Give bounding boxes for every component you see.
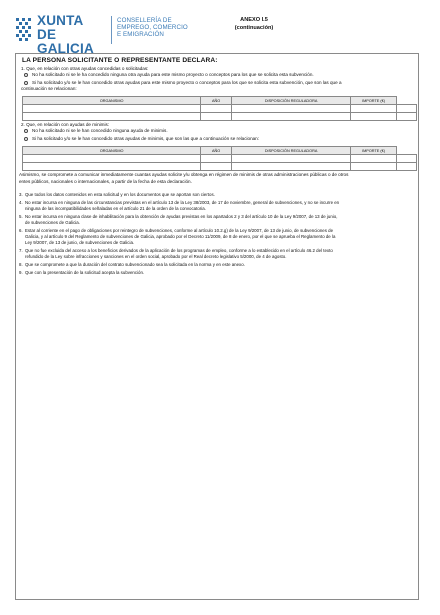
ano-cell[interactable] <box>201 113 232 121</box>
annex-label <box>214 16 294 32</box>
declaration-text <box>25 200 415 212</box>
spacer-cell <box>396 113 416 121</box>
declaration-line: Estar al corriente en el pago de obligaciones por reintegro de subvenciones, conforme al artículo 10.2.g) de la Ley 9/2007, de 13 de junio, de subvenciones de <box>25 228 334 233</box>
brand-line-1: XUNTA <box>37 13 84 28</box>
section-title: LA PERSONA SOLICITANTE O REPRESENTANTE DECLARA: <box>22 57 218 64</box>
block1-heading: 1. Que, en relación con otras ayudas concedidas o solicitadas: <box>21 66 149 71</box>
disposicion-cell[interactable] <box>231 105 350 113</box>
annex-subtitle: (continuación) <box>234 25 274 31</box>
organismo-cell[interactable] <box>23 113 201 121</box>
disposicion-cell[interactable] <box>231 155 350 163</box>
table-header-spacer <box>396 97 416 105</box>
importe-cell[interactable] <box>351 105 397 113</box>
declaration-line: No estar incursa en ninguna de las circunstancias previstas en el artículo 13 de la Ley 38/2003, de 17 de noviembre, general de subvenciones, y no se incurre en <box>25 200 340 205</box>
spacer-cell <box>396 155 416 163</box>
table-row[interactable] <box>23 155 417 163</box>
block1-option2-radio[interactable] <box>24 81 28 85</box>
declaration-line: refundido de la Ley sobre infracciones y sanciones en el orden social, aprobado por el Real decreto legislativo 5/2000, de 4 de agosto. <box>25 253 287 259</box>
declaration-text <box>25 214 415 226</box>
block1-option2-continuation: continuación se relacionan: <box>21 86 77 91</box>
declaration-text <box>25 192 415 198</box>
declaration-number: 8. <box>19 262 23 267</box>
declaration-number: 3. <box>19 192 23 197</box>
declaration-text <box>25 270 415 276</box>
block1-aid-table <box>22 96 417 121</box>
header-divider <box>111 16 112 44</box>
block2-minimis-table <box>22 146 417 171</box>
page-header <box>14 13 426 56</box>
spacer-cell <box>396 163 416 171</box>
declaration-line: No estar incursa en ninguna clase de inhabilitación para la obtención de ayudas previstas en los apartados 2 y 3 del artículo 10 de la Ley 9/2007, de 13 de junio, <box>25 214 338 219</box>
organismo-cell[interactable] <box>23 155 201 163</box>
organismo-cell[interactable] <box>23 163 201 171</box>
disposicion-cell[interactable] <box>231 113 350 121</box>
declaration-line: Que con la presentación de la solicitud acepta la subvención. <box>25 270 145 275</box>
column-header-ano: AÑO <box>201 97 232 105</box>
table-header-row <box>23 97 417 105</box>
declaration-number: 9. <box>19 270 23 275</box>
department-name: CONSELLERÍA DE EMPREGO, COMERCIO E EMIGRACIÓN <box>117 17 188 39</box>
column-header-importe: IMPORTE (€) <box>351 97 397 105</box>
brand-line-2: DE GALICIA <box>37 27 94 56</box>
column-header-organismo: ORGANISMO <box>23 147 201 155</box>
declaration-line: Galicia, y al artículo 9 del Reglamento de subvenciones de Galicia, aprobado por el Decreto 11/2009, de 8 de enero, por el que se aprueba el Reglamento de la <box>25 233 336 239</box>
block2-option2-radio[interactable] <box>24 137 28 141</box>
commitment-line-2: entes públicos, nacionales o internacionales, a partir de la fecha de esta declaración. <box>19 179 192 184</box>
disposicion-cell[interactable] <box>231 163 350 171</box>
table-row[interactable] <box>23 163 417 171</box>
declaration-line: ninguna de las incompatibilidades señaladas en el artículo 21 de la orden de la convocatoria. <box>25 205 206 211</box>
table-header-row <box>23 147 417 155</box>
table-row[interactable] <box>23 105 417 113</box>
importe-cell[interactable] <box>351 163 397 171</box>
importe-cell[interactable] <box>351 155 397 163</box>
block1-option1-radio[interactable] <box>24 73 28 77</box>
block2-heading: 2. Que, en relación con ayudas de minimis: <box>21 122 110 127</box>
annex-title: ANEXO I.5 <box>240 17 268 23</box>
declaration-line: de subvenciones de Galicia. <box>25 219 80 225</box>
declaration-number: 7. <box>19 248 23 253</box>
table-row[interactable] <box>23 113 417 121</box>
declaration-line: Que todos los datos contenidos en esta solicitud y en los documentos que se aportan son ciertos. <box>25 192 215 197</box>
column-header-importe: IMPORTE (€) <box>351 147 397 155</box>
table-header-spacer <box>396 147 416 155</box>
xunta-logo <box>14 13 109 56</box>
spacer-cell <box>396 105 416 113</box>
block2-option1-radio[interactable] <box>24 129 28 133</box>
organismo-cell[interactable] <box>23 105 201 113</box>
block1-option1-label: No ha solicitado ni se le ha concedido ninguna otra ayuda para este mismo proyecto o conceptos para los que se solicita esta subvención. <box>32 72 314 77</box>
declaration-line: Que se compromete a que la duración del contrato subvencionado sea la solicitada en la norma y en este anexo. <box>25 262 245 267</box>
declaration-number: 6. <box>19 228 23 233</box>
declaration-line: Ley 9/2007, de 13 de junio, de subvenciones de Galicia. <box>25 239 135 245</box>
declaration-number: 5. <box>19 214 23 219</box>
declaration-text <box>25 262 415 268</box>
block2-option1-label: No ha solicitado ni se le han concedido ninguna ayuda de minimis. <box>32 128 168 133</box>
column-header-disposicion: DISPOSICIÓN REGULADORA <box>231 97 350 105</box>
commitment-line-1: Asimismo, se compromete a comunicar inmediatamente cuantas ayudas solicite y/u obtenga en régimen de minimis de otras administraciones públicas o de otros <box>19 172 349 177</box>
column-header-organismo: ORGANISMO <box>23 97 201 105</box>
ano-cell[interactable] <box>201 163 232 171</box>
column-header-ano: AÑO <box>201 147 232 155</box>
ano-cell[interactable] <box>201 105 232 113</box>
galicia-shield-icon <box>14 16 34 44</box>
block2-option2-label: Si ha solicitado y/o se le han concedido otras ayudas de minimis, que son las que a continuación se relacionan: <box>32 136 260 141</box>
block1-option2-label: Si ha solicitado y/o se le han concedido otras ayudas para este mismo proyecto o conceptos para los que se solicita esta subvención, que son las que a <box>32 80 342 85</box>
column-header-disposicion: DISPOSICIÓN REGULADORA <box>231 147 350 155</box>
declaration-line: Que no fue excluida del acceso a los beneficios derivados de la aplicación de los programas de empleo, conforme a lo establecido en el artículo 46.2 del texto <box>25 248 333 253</box>
declaration-text <box>25 248 415 260</box>
importe-cell[interactable] <box>351 113 397 121</box>
declaration-text <box>25 228 415 245</box>
declaration-number: 4. <box>19 200 23 205</box>
ano-cell[interactable] <box>201 155 232 163</box>
